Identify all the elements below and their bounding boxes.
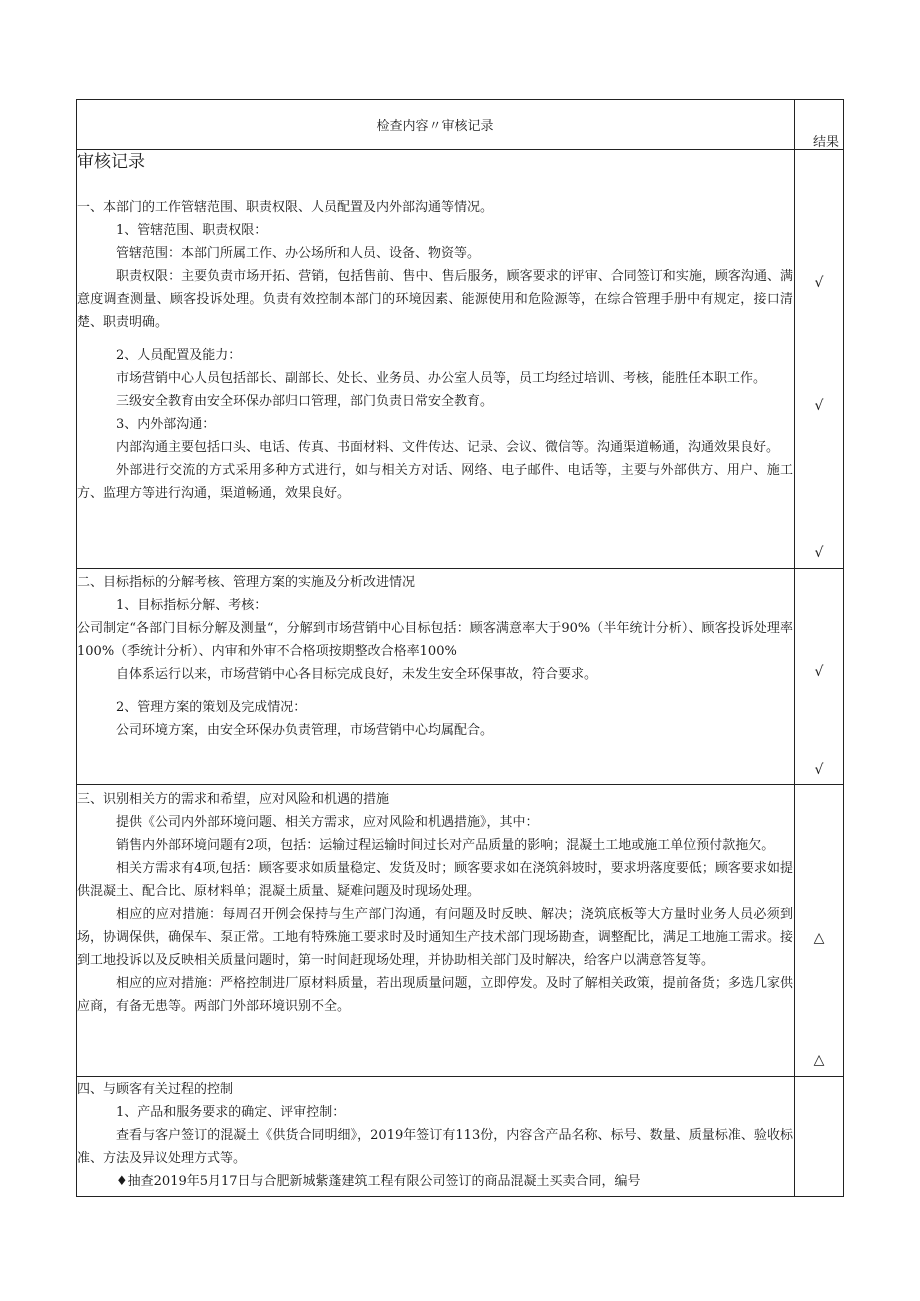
header-result-label: 结果	[813, 135, 840, 150]
result-triangle-1: △	[813, 930, 825, 946]
section-3-divider	[76, 1076, 844, 1077]
section-3-p1: 提供《公司内外部环境问题、相关方需求，应对风险和机遇措施》，其中：	[116, 815, 539, 830]
section-1-p9: 外部进行交流的方式采用多种方式进行，如与相关方对话、网络、电子邮件、电话等，主要与外部供方、用户、施工方、监理方等进行沟通，渠道畅通，效果良好。	[77, 463, 793, 501]
section-1-p7: 3、内外部沟通：	[116, 417, 216, 432]
result-check-1: √	[814, 275, 824, 291]
section-2-title: 二、目标指标的分解考核、管理方案的实施及分析改进情况	[77, 575, 416, 590]
section-2-p4: 2、管理方案的策划及完成情况：	[116, 700, 307, 715]
section-4-p1: 1、产品和服务要求的确定、评审控制：	[116, 1105, 346, 1120]
result-check-2: √	[814, 398, 824, 414]
result-check-5: √	[814, 762, 824, 778]
section-1-p6: 三级安全教育由安全环保办部归口管理，部门负责日常安全教育。	[116, 394, 494, 409]
result-column-divider	[794, 99, 795, 1197]
section-4-title: 四、与顾客有关过程的控制	[77, 1082, 234, 1097]
result-check-4: √	[814, 664, 824, 680]
audit-record-title: 审核记录	[77, 152, 145, 172]
section-3	[77, 788, 793, 1018]
section-1-p4: 2、人员配置及能力：	[116, 348, 242, 363]
result-check-3: √	[814, 545, 824, 561]
section-3-p4: 相应的应对措施：每周召开例会保持与生产部门沟通，有问题及时反映、解决；浇筑底板等大方量时业务人员必须到场，协调保供，确保车、泵正常。工地有特殊施工要求时及时通知生产技术部门现场勘查，调整配比，满足工地施工需求。接到工地投诉以及反映相关质量问题时，第一时间赶现场处理，并协助相关部门及时解决，给客户以满意答复等。	[77, 907, 793, 968]
section-2-p3: 自体系运行以来，市场营销中心各目标完成良好，未发生安全环保事故，符合要求。	[116, 667, 598, 682]
section-4-p3: ♦抽查2019年5月17日与合肥新城紫蓬建筑工程有限公司签订的商品混凝土买卖合同，编号	[116, 1174, 641, 1189]
section-1-title: 一、本部门的工作管辖范围、职责权限、人员配置及内外部沟通等情况。	[77, 200, 494, 215]
section-4-p2: 查看与客户签订的混凝土《供货合同明细》，2019年签订有113份，内容含产品名称、标号、数量、质量标准、验收标准、方法及异议处理方式等。	[77, 1128, 793, 1166]
section-1-p3: 职责权限：主要负责市场开拓、营销，包括售前、售中、售后服务，顾客要求的评审、合同签订和实施，顾客沟通、满意度调查测量、顾客投诉处理。负责有效控制本部门的环境因素、能源使用和危险源等，在综合管理手册中有规定，接口清楚、职责明确。	[77, 269, 793, 330]
section-1-p2: 管辖范围：本部门所属工作、办公场所和人员、设备、物资等。	[116, 246, 481, 261]
section-2-p5: 公司环境方案，由安全环保办负责管理，市场营销中心均属配合。	[116, 723, 494, 738]
section-3-title: 三、识别相关方的需求和希望，应对风险和机遇的措施	[77, 792, 390, 807]
section-1-p1: 1、管辖范围、职责权限：	[116, 223, 268, 238]
result-triangle-2: △	[813, 1052, 825, 1068]
section-3-p3: 相关方需求有4项,包括：顾客要求如质量稳定、发货及时；顾客要求如在浇筑斜坡时，要求坍落度要低；顾客要求如提供混凝土、配合比、原材料单；混凝土质量、疑难问题及时现场处理。	[77, 861, 793, 899]
section-2-p2: 公司制定“各部门目标分解及测量“，分解到市场营销中心目标包括：顾客满意率大于90%（半年统计分析）、顾客投诉处理率100%（季统计分析）、内审和外审不合格项按期整改合格率100%	[77, 621, 793, 659]
section-3-p2: 销售内外部环境问题有2项，包括：运输过程运输时间过长对产品质量的影响；混凝土工地或施工单位预付款拖欠。	[116, 838, 775, 853]
section-1-p8: 内部沟通主要包括口头、电话、传真、书面材料、文件传达、记录、会议、微信等。沟通渠道畅通，沟通效果良好。	[116, 440, 780, 455]
section-2	[77, 571, 793, 742]
header-content-label: 检查内容〃审核记录	[376, 118, 494, 134]
section-1-p5: 市场营销中心人员包括部长、副部长、处长、业务员、办公室人员等，员工均经过培训、考核，能胜任本职工作。	[116, 371, 767, 386]
section-3-p5: 相应的应对措施：严格控制进厂原材料质量，若出现质量问题，立即停发。及时了解相关政策，提前备货；多选几家供应商，有备无患等。两部门外部环境识别不全。	[77, 976, 793, 1014]
section-2-p1: 1、目标指标分解、考核：	[116, 598, 268, 613]
section-1-divider	[76, 568, 844, 569]
section-4	[77, 1078, 793, 1193]
section-2-divider	[76, 784, 844, 785]
section-1	[77, 150, 793, 505]
